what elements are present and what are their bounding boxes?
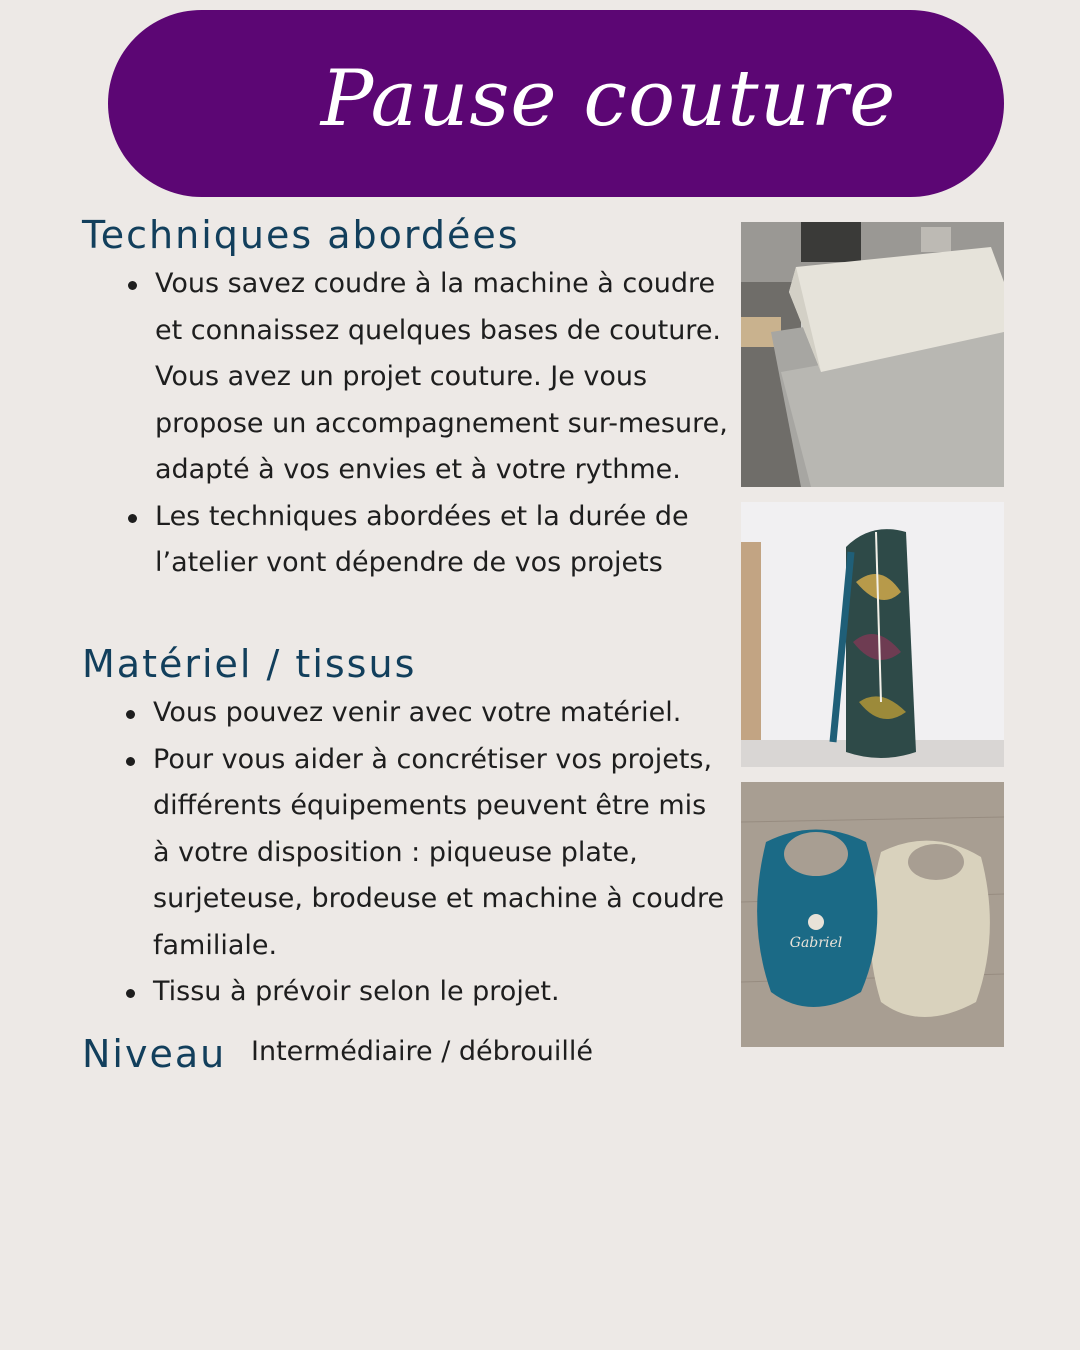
section-heading-materiel: Matériel / tissus [82, 642, 417, 686]
list-item-text: Vous savez coudre à la machine à coudre et connaissez quelques bases de couture. Vous avez un projet couture. Je vous propose un accompagnement sur-mesure, adapté à vos envies et à votre rythme. [155, 268, 728, 485]
list-item-text: Pour vous aider à concrétiser vos projets, différents équipements peuvent être mis à votre disposition : piqueuse plate, surjeteuse, brodeuse et machine à coudre familiale. [153, 743, 725, 961]
title-banner [108, 10, 1004, 197]
photo-cushion [741, 222, 1004, 487]
techniques-list [155, 261, 740, 587]
photo-bibs [741, 782, 1004, 1047]
niveau-value: Intermédiaire / débrouillé [251, 1036, 594, 1067]
page-title: Pause couture [320, 53, 897, 144]
list-item-text: Vous pouvez venir avec votre matériel. [153, 697, 682, 728]
list-item [155, 261, 740, 494]
bullet-icon [126, 757, 135, 766]
list-item [155, 494, 740, 587]
list-item-text: Les techniques abordées et la durée de l’atelier vont dépendre de vos projets [155, 500, 689, 578]
list-item-text: Tissu à prévoir selon le projet. [153, 976, 560, 1007]
bullet-icon [126, 989, 135, 998]
list-item [153, 690, 728, 737]
materiel-list [153, 690, 728, 1016]
bullet-icon [128, 514, 137, 523]
section-heading-techniques: Techniques abordées [82, 213, 520, 257]
photo-bag [741, 502, 1004, 767]
bullet-icon [128, 281, 137, 290]
list-item [153, 969, 728, 1016]
bullet-icon [126, 710, 135, 719]
list-item [153, 737, 728, 970]
bib-embroidery-text: Gabriel [789, 935, 843, 951]
section-heading-niveau: Niveau [82, 1032, 227, 1076]
